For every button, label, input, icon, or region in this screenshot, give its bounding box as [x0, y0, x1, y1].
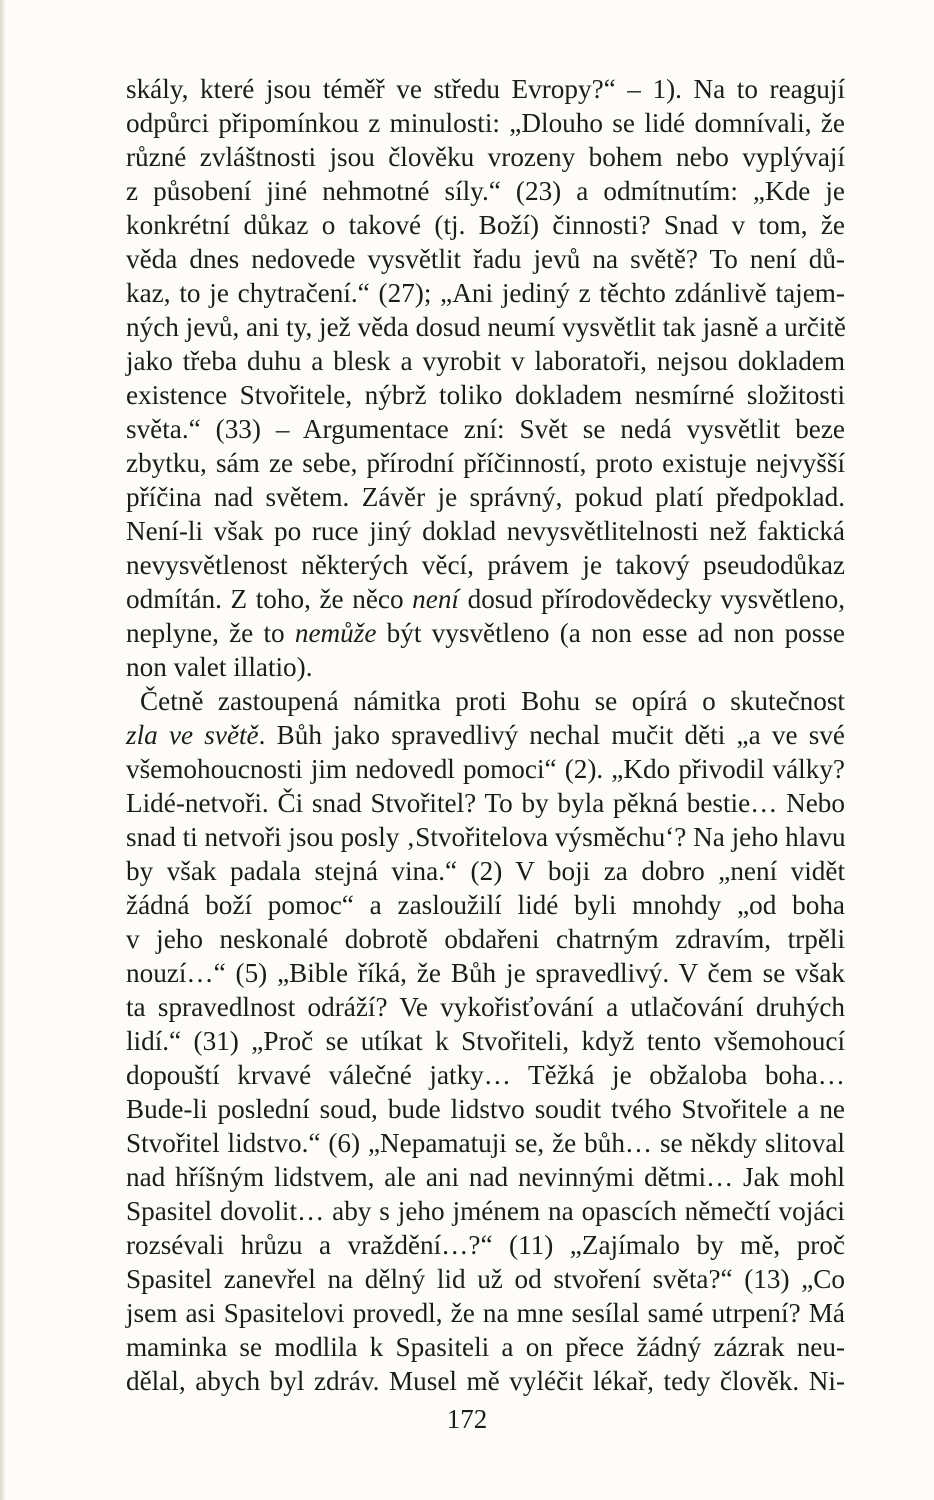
text-line: z působení jiné nehmotné síly.“ (23) a odmítnutím: „Kde je [126, 176, 845, 206]
page-edge-shadow [0, 0, 6, 1500]
text-line: kaz, to je chytračení.“ (27); „Ani jediný z těchto zdánlivě tajem- [126, 278, 845, 308]
text-line: dopouští krvavé válečné jatky… Těžká je obžaloba boha… [126, 1060, 845, 1090]
text-line: ta spravedlnost odráží? Ve vykořisťování a utlačování druhých [126, 992, 845, 1022]
paragraph-1 [126, 72, 845, 684]
text-line: Lidé-netvoři. Či snad Stvořitel? To by byla pěkná bestie… Nebo [126, 788, 845, 818]
text-line-with-emphasis [126, 582, 845, 616]
text-line: Spasitel zanevřel na dělný lid už od stvoření světa?“ (13) „Co [126, 1264, 845, 1294]
emphasis-text: nemůže [294, 618, 377, 648]
text-run: neplyne, že to [126, 618, 295, 648]
text-line: ných jevů, ani ty, jež věda dosud neumí vysvětlit tak jasně a určitě [126, 312, 847, 342]
text-run: . Bůh jako spravedlivý nechal mučit děti „a ve své [258, 720, 846, 750]
text-line: rozsévali hrůzu a vraždění…?“ (11) „Zajímalo by mě, proč [126, 1230, 845, 1260]
text-line: Bude-li poslední soud, bude lidstvo soudit tvého Stvořitele a ne [126, 1094, 845, 1124]
text-line: věda dnes nedovede vysvětlit řadu jevů na světě? To není dů- [126, 244, 845, 274]
text-line: nevysvětlenost některých věcí, právem je takový pseudodůkaz [126, 550, 845, 580]
text-line-with-emphasis [126, 718, 845, 752]
text-line: snad ti netvoři jsou posly ‚Stvořitelova výsměchu‘? Na jeho hlavu [126, 822, 846, 852]
text-line: skály, které jsou téměř ve středu Evropy?“ – 1). Na to reagují [126, 74, 845, 104]
text-line: non valet illatio). [126, 652, 313, 682]
text-line: žádná boží pomoc“ a zasloužilí lidé byli mnohdy „od boha [126, 890, 845, 920]
text-line: Stvořitel lidstvo.“ (6) „Nepamatuji se, že bůh… se někdy slitoval [126, 1128, 845, 1158]
text-line: příčina nad světem. Závěr je správný, pokud platí předpoklad. [126, 482, 845, 512]
text-run: být vysvětleno (a non esse ad non posse [376, 618, 845, 648]
text-line: v jeho neskonalé dobrotě obdařeni chatrným zdravím, trpěli [126, 924, 845, 954]
text-line: odpůrci připomínkou z minulosti: „Dlouho se lidé domnívali, že [126, 108, 845, 138]
body-text [126, 72, 845, 1398]
text-line: světa.“ (33) – Argumentace zní: Svět se nedá vysvětlit beze [126, 414, 845, 444]
text-line: maminka se modlila k Spasiteli a on přece žádný zázrak neu- [126, 1332, 845, 1362]
text-line: lidí.“ (31) „Proč se utíkat k Stvořiteli, když tento všemohoucí [126, 1026, 845, 1056]
text-line: by však padala stejná vina.“ (2) V boji za dobro „není vidět [126, 856, 845, 886]
text-line: dělal, abych byl zdráv. Musel mě vyléčit lékař, tedy člověk. Ni- [126, 1366, 845, 1396]
text-run: Četně zastoupená námitka proti Bohu se opírá o skutečnost [140, 686, 845, 716]
text-line: nouzí…“ (5) „Bible říká, že Bůh je spravedlivý. V čem se však [126, 958, 845, 988]
text-line: existence Stvořitele, nýbrž toliko dokladem nesmírné složitosti [126, 380, 845, 410]
text-run: dosud přírodovědecky vysvětleno, [458, 584, 845, 614]
text-run: odmítán. Z toho, že něco [126, 584, 413, 614]
text-line: všemohoucnosti jim nedovedl pomoci“ (2). „Kdo přivodil války? [126, 754, 845, 784]
text-line: zbytku, sám ze sebe, přírodní příčinností, proto existuje nejvyšší [126, 448, 845, 478]
text-line: jako třeba duhu a blesk a vyrobit v laboratoři, nejsou dokladem [126, 346, 845, 376]
page-number: 172 [446, 1404, 488, 1434]
emphasis-text: není [412, 584, 459, 614]
text-line-with-emphasis [126, 616, 845, 650]
text-line-indented [126, 684, 845, 718]
emphasis-text: zla ve světě [126, 720, 259, 750]
text-line: Spasitel dovolit… aby s jeho jménem na opascích němečtí vojáci [126, 1196, 845, 1226]
text-line: různé zvláštnosti jsou člověku vrozeny bohem nebo vyplývají [126, 142, 845, 172]
text-line: Není-li však po ruce jiný doklad nevysvětlitelnosti než faktická [126, 516, 845, 546]
text-line: jsem asi Spasitelovi provedl, že na mne sesílal samé utrpení? Má [126, 1298, 845, 1328]
text-line: nad hříšným lidstvem, ale ani nad nevinnými dětmi… Jak mohl [126, 1162, 845, 1192]
paragraph-2 [126, 684, 845, 1398]
text-line: konkrétní důkaz o takové (tj. Boží) činnosti? Snad v tom, že [126, 210, 845, 240]
